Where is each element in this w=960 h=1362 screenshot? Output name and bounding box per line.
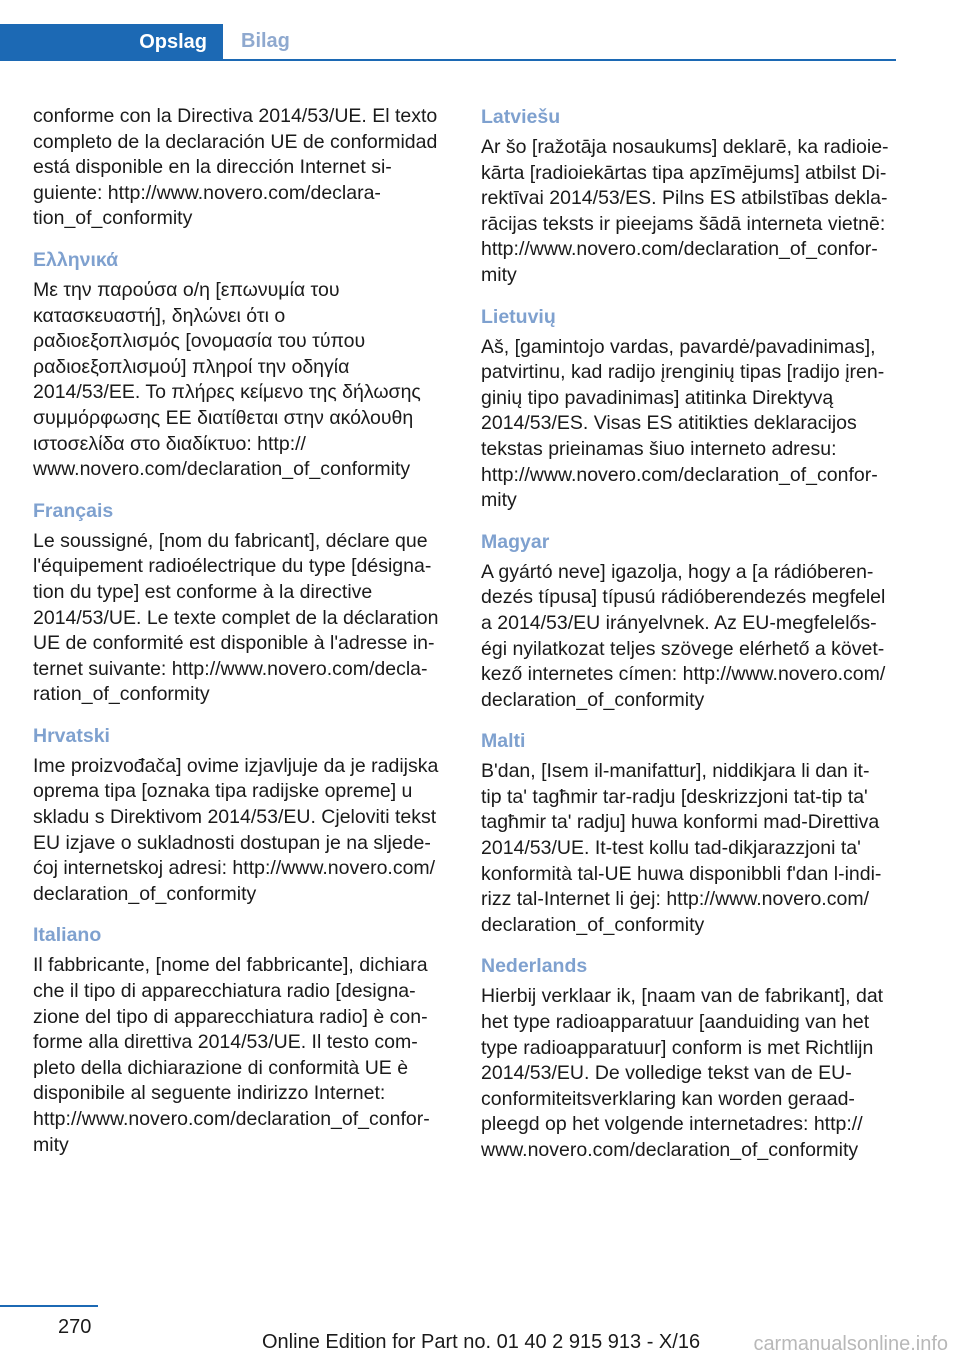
section-paragraph: Le soussigné, [nom du fabricant], déclare que l'équipement radioélectrique du type [désigna‐ tion du type] est conforme à la directive 2014/53/UE. Le texte complet de la déclaration UE de conformité est disponible à l'adresse in‐ ternet suivante: http://www.novero.com/decla‐ ration_of_conformity: [33, 529, 439, 706]
footer-divider: [0, 1305, 98, 1307]
left-column: [33, 104, 451, 1173]
section-paragraph: B'dan, [Isem il-manifattur], niddikjara li dan it- tip ta' tagħmir tar-radju [deskrizzjoni tat-tip ta' tagħmir ta' radju] huwa konformi mad-Direttiva 2014/53/UE. It-test kollu tad-dikjarazzjoni ta' konformità tal-UE huwa disponibbli f'dan l-indi‐ rizz tal-Internet li ġej: http://www.novero.com/ declaration_of_conformity: [481, 760, 882, 936]
section-heading: Nederlands: [481, 955, 588, 978]
language-section: [33, 922, 451, 1158]
language-section: [481, 529, 897, 714]
section-heading: Hrvatski: [33, 724, 110, 747]
tab-bar: [0, 24, 896, 61]
right-column: [481, 104, 897, 1179]
section-heading: Italiano: [33, 924, 102, 947]
section-heading: Latviešu: [481, 106, 561, 128]
section-heading: Magyar: [481, 530, 550, 553]
section-paragraph: Ime proizvođača] ovime izjavljuje da je radijska oprema tipa [oznaka tipa radijske opreme] u skladu s Direktivom 2014/53/EU. Cjeloviti tekst EU izjave o sukladnosti dostupan je na sljede‐ ćoj internetskoj adresi: http://www.novero.com/ declaration_of_conformity: [33, 754, 439, 905]
tab-opslag[interactable]: Opslag: [0, 24, 223, 61]
edition-text: Online Edition for Part no. 01 40 2 915 913 - X/16: [262, 1331, 701, 1353]
language-section: [33, 498, 451, 708]
section-heading: Français: [33, 499, 114, 522]
language-section: [481, 953, 897, 1163]
watermark: carmanualsonline.info: [753, 1333, 948, 1355]
section-paragraph: Με την παρούσα ο/η [επωνυμία του κατασκευαστή], δηλώνει ότι ο ραδιοεξοπλισμός [ονομασία του τύπου ραδιοεξοπλισμού] πληροί την οδηγία 2014/53/ΕΕ. Το πλήρες κείμενο της δήλωσης συμμόρφωσης ΕΕ διατίθεται στην ακόλουθη ιστοσελίδα στο διαδίκτυο: http:// www.novero.com/declaration_of_conformity: [33, 278, 421, 481]
language-section: [481, 304, 897, 514]
tab-bilag[interactable]: Bilag: [241, 30, 290, 52]
language-section: [481, 104, 897, 289]
language-section: [33, 104, 451, 232]
section-heading: Lietuvių: [481, 305, 556, 328]
section-paragraph: conforme con la Directiva 2014/53/UE. El texto completo de la declaración UE de conformidad está disponible en la dirección Internet si‐ guiente: http://www.novero.com/declara‐ tion_of_conformity: [33, 105, 438, 230]
section-paragraph: Il fabbricante, [nome del fabbricante], dichiara che il tipo di apparecchiatura radio [designa‐ zione del tipo di apparecchiatura radio] è con‐ forme alla direttiva 2014/53/UE. Il testo com‐ pleto della dichiarazione di conformità UE è disponibile al seguente indirizzo Internet: http://www.novero.com/declaration_of_confor‐ mity: [33, 954, 430, 1156]
section-heading: Malti: [481, 730, 526, 753]
section-paragraph: Aš, [gamintojo vardas, pavardė/pavadinimas], patvirtinu, kad radijo įrenginių tipas [radijo įren‐ ginių tipo pavadinimas] atitinka Direktyvą 2014/53/ES. Visas ES atitikties deklaracijos tekstas prieinamas šiuo interneto adresu: http://www.novero.com/declaration_of_confor‐ mity: [481, 335, 885, 512]
language-section: [33, 723, 451, 908]
section-heading: Ελληνικά: [33, 248, 119, 271]
language-section: [481, 728, 897, 938]
page-number: 270: [58, 1316, 92, 1338]
section-paragraph: A gyártó neve] igazolja, hogy a [a rádióberen‐ dezés típusa] típusú rádióberendezés megfelel a 2014/53/EU irányelvnek. Az EU-megfelelős‐ égi nyilatkozat teljes szövege elérhető a követ‐ kező internetes címen: http://www.novero.com/ declaration_of_conformity: [481, 560, 886, 711]
section-paragraph: Hierbij verklaar ik, [naam van de fabrikant], dat het type radioapparatuur [aanduiding van het type radioapparatuur] conform is met Richtlijn 2014/53/EU. De volledige tekst van de EU- conformiteitsverklaring kan worden geraad‐ pleegd op het volgende internetadres: http:// www.novero.com/declaration_of_conformity: [481, 985, 884, 1161]
language-section: [33, 247, 451, 483]
section-paragraph: Ar šo [ražotāja nosaukums] deklarē, ka radioie‐ kārta [radioiekārtas tipa apzīmējums] atbilst Di‐ rektīvai 2014/53/ES. Pilns ES atbilstības dekla‐ rācijas teksts ir pieejams šādā interneta vietnē: http://www.novero.com/declaration_of_confor‐ mity: [481, 136, 889, 286]
